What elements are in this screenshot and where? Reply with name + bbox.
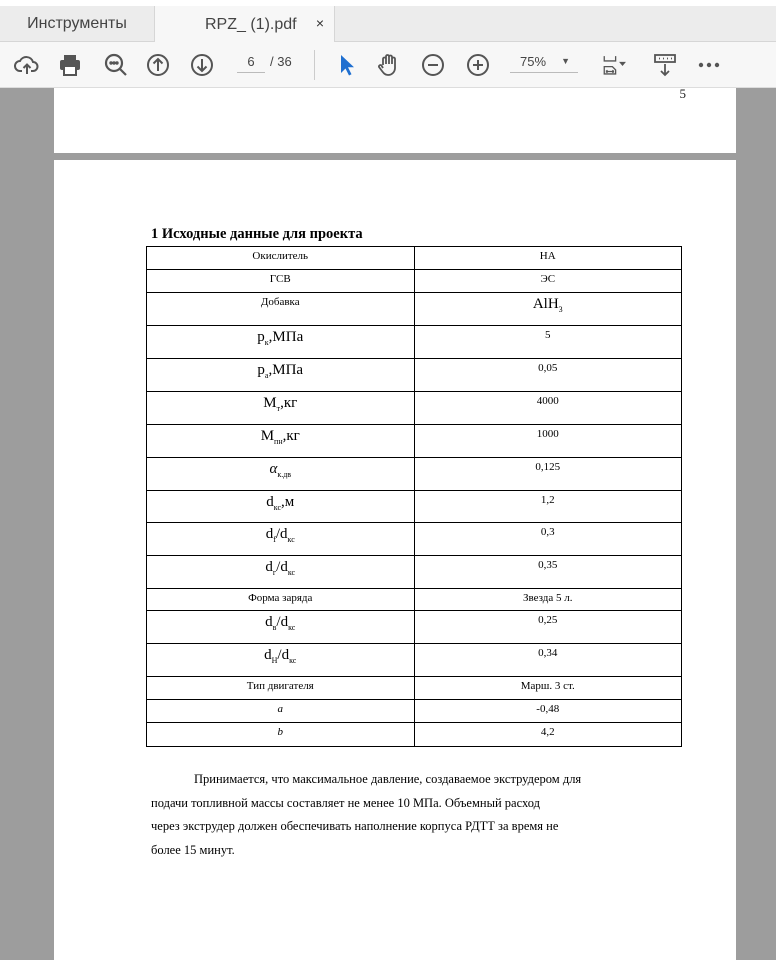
section-heading: 1 Исходные данные для проекта <box>151 226 363 242</box>
table-row <box>147 644 682 677</box>
table-row <box>147 326 682 359</box>
body-paragraph <box>151 768 671 862</box>
parameter-unit: /d <box>276 614 289 630</box>
parameter-subscript: кс <box>287 535 295 544</box>
parameter-value: 4,2 <box>540 726 555 738</box>
parameter-symbol: ГСВ <box>269 273 291 285</box>
value-cell <box>414 556 682 589</box>
value-cell <box>414 247 682 270</box>
tab-document-label: RPZ_ (1).pdf <box>205 15 297 33</box>
more-options-icon[interactable] <box>694 50 724 80</box>
parameter-value: 0,05 <box>538 362 558 374</box>
parameter-subscript: а <box>264 371 269 380</box>
parameter-cell <box>147 611 415 644</box>
parameter-unit: /d <box>276 559 288 575</box>
tab-tools-label: Инструменты <box>27 15 127 32</box>
table-row <box>147 677 682 700</box>
parameter-symbol: a <box>277 703 283 715</box>
parameter-symbol: d <box>265 614 273 630</box>
zoom-out-icon[interactable] <box>418 50 448 80</box>
page-total: / 36 <box>270 54 292 69</box>
tab-bar <box>0 6 776 42</box>
zoom-level-value: 75% <box>520 54 547 69</box>
parameter-subscript: г <box>272 568 277 577</box>
table-row <box>147 589 682 611</box>
table-row <box>147 523 682 556</box>
table-row <box>147 270 682 293</box>
parameter-cell <box>147 700 415 723</box>
paragraph-line: через экструдер должен обеспечивать наполнение корпуса РДТТ за время не <box>151 819 559 833</box>
parameter-subscript: к <box>264 338 269 347</box>
zoom-level-select[interactable] <box>510 54 578 73</box>
value-cell <box>414 589 682 611</box>
parameter-cell <box>147 491 415 523</box>
parameter-subscript: f <box>273 535 276 544</box>
parameter-value: 0,125 <box>535 461 561 473</box>
parameter-cell <box>147 293 415 326</box>
value-cell <box>414 458 682 491</box>
parameter-symbol: b <box>277 726 283 738</box>
parameter-cell <box>147 589 415 611</box>
tab-tools[interactable] <box>0 6 155 42</box>
close-tab-icon[interactable]: × <box>315 15 324 31</box>
zoom-in-icon[interactable] <box>463 50 493 80</box>
value-cell <box>414 359 682 392</box>
page-number-input[interactable]: 6 <box>237 54 265 73</box>
next-page-icon[interactable] <box>187 50 217 80</box>
parameter-cell <box>147 556 415 589</box>
select-cursor-icon[interactable] <box>331 50 361 80</box>
parameter-subscript: пн <box>274 437 283 446</box>
paragraph-line: подачи топливной массы составляет не менее 10 МПа. Объемный расход <box>151 795 540 810</box>
parameter-unit: /d <box>277 647 290 663</box>
parameter-subscript: кс <box>289 656 297 665</box>
value-cell <box>414 523 682 556</box>
parameter-value: НА <box>539 250 556 262</box>
parameter-unit: ,м <box>281 494 295 510</box>
parameter-symbol: d <box>265 559 273 575</box>
parameter-symbol: d <box>264 647 272 663</box>
parameter-value: Звезда 5 л. <box>522 592 573 604</box>
parameter-value: 0,25 <box>538 614 558 626</box>
parameter-symbol: α <box>269 461 278 477</box>
parameter-symbol: Форма заряда <box>248 592 313 604</box>
parameter-cell <box>147 326 415 359</box>
parameter-value: 5 <box>545 329 551 341</box>
table-row <box>147 392 682 425</box>
value-cell <box>414 644 682 677</box>
parameter-symbol: Окислитель <box>252 250 309 262</box>
parameter-unit: ,МПа <box>268 329 304 345</box>
value-cell <box>414 491 682 523</box>
parameter-value: AlH <box>532 296 559 312</box>
value-subscript: 3 <box>558 305 563 314</box>
parameter-subscript: кс <box>287 568 296 577</box>
table-row <box>147 359 682 392</box>
upload-cloud-icon[interactable] <box>12 50 42 80</box>
value-cell <box>414 723 682 747</box>
table-row <box>147 293 682 326</box>
parameter-subscript: т <box>276 404 281 413</box>
page-number: 5 <box>679 86 686 101</box>
table-row <box>147 458 682 491</box>
print-icon[interactable] <box>55 50 85 80</box>
parameter-value: 0,3 <box>540 526 555 538</box>
parameter-cell <box>147 247 415 270</box>
parameter-value: 4000 <box>536 395 559 407</box>
parameter-unit: ,кг <box>282 428 300 444</box>
parameter-symbol: Добавка <box>260 296 300 308</box>
parameter-cell <box>147 523 415 556</box>
table-row <box>147 247 682 270</box>
parameter-subscript: к.дв <box>277 470 292 479</box>
table-row <box>147 425 682 458</box>
parameter-symbol: p <box>257 329 265 345</box>
table-row <box>147 723 682 747</box>
toolbar-divider <box>314 50 315 80</box>
value-cell <box>414 293 682 326</box>
previous-page <box>54 88 736 153</box>
value-cell <box>414 677 682 700</box>
search-icon[interactable] <box>101 50 131 80</box>
parameter-value: -0,48 <box>536 703 560 715</box>
table-row <box>147 611 682 644</box>
parameter-symbol: M <box>260 428 275 444</box>
scroll-mode-icon[interactable] <box>650 50 680 80</box>
hand-tool-icon[interactable] <box>374 50 404 80</box>
parameter-symbol: p <box>257 362 265 378</box>
paragraph-line: Принимается, что максимальное давление, создаваемое экструдером для <box>194 772 582 786</box>
table-row <box>147 491 682 523</box>
paragraph-line: более 15 минут. <box>151 842 235 857</box>
parameter-cell <box>147 458 415 491</box>
parameter-subscript: Н <box>271 656 278 665</box>
parameter-subscript: кс <box>273 503 281 512</box>
parameter-unit: /d <box>275 526 288 542</box>
parameter-value: 0,34 <box>538 647 558 659</box>
parameter-symbol: M <box>263 395 277 411</box>
parameter-unit: ,МПа <box>268 362 304 378</box>
tab-document[interactable] <box>155 6 335 43</box>
parameter-cell <box>147 644 415 677</box>
parameter-cell <box>147 425 415 458</box>
project-data-table <box>146 246 682 747</box>
table-row <box>147 556 682 589</box>
toolbar <box>0 42 776 88</box>
page-fit-icon[interactable] <box>596 50 632 80</box>
table-row <box>147 700 682 723</box>
previous-page-icon[interactable] <box>143 50 173 80</box>
parameter-value: 1,2 <box>540 494 555 506</box>
parameter-cell <box>147 392 415 425</box>
current-page <box>54 160 736 960</box>
parameter-cell <box>147 359 415 392</box>
parameter-value: 0,35 <box>538 559 558 571</box>
value-cell <box>414 700 682 723</box>
chevron-down-icon: ▼ <box>561 56 570 66</box>
parameter-cell <box>147 723 415 747</box>
parameter-cell <box>147 270 415 293</box>
parameter-cell <box>147 677 415 700</box>
parameter-value: 1000 <box>536 428 559 440</box>
parameter-subscript: кс <box>288 623 296 632</box>
value-cell <box>414 425 682 458</box>
parameter-symbol: d <box>266 494 274 510</box>
parameter-value: Марш. 3 ст. <box>520 680 575 692</box>
parameter-value: ЭС <box>540 273 556 285</box>
parameter-subscript: в <box>272 623 277 632</box>
value-cell <box>414 611 682 644</box>
value-cell <box>414 392 682 425</box>
parameter-symbol: Тип двигателя <box>246 680 314 692</box>
value-cell <box>414 270 682 293</box>
parameter-unit: ,кг <box>280 395 298 411</box>
parameter-symbol: d <box>265 526 274 542</box>
value-cell <box>414 326 682 359</box>
